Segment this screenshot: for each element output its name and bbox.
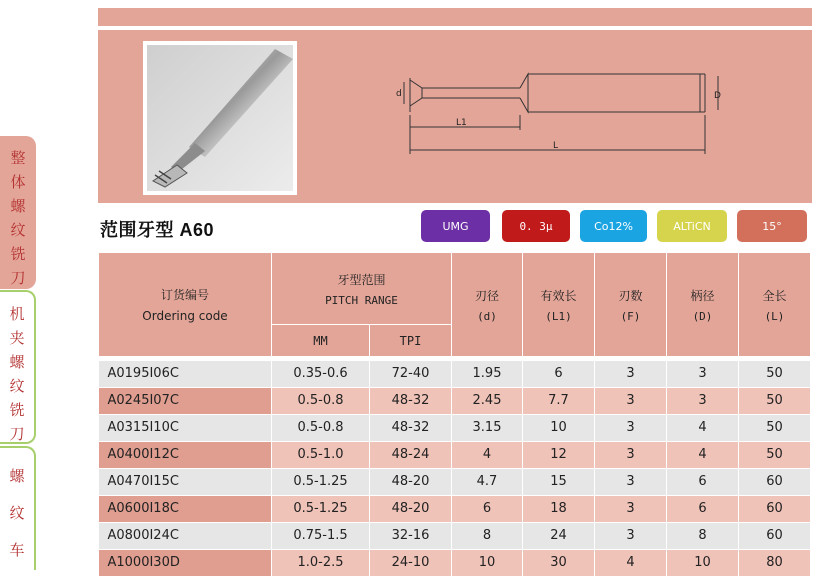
header-sym: (F) xyxy=(620,309,641,323)
cell-f: 3 xyxy=(595,361,667,388)
side-tab-char: 机 xyxy=(9,305,25,323)
side-tab-char: 整 xyxy=(10,149,26,167)
col-header-f xyxy=(595,253,667,357)
side-tab-char: 夹 xyxy=(9,329,25,347)
header-cn: 订货编号 xyxy=(160,288,209,302)
col-header-pitch xyxy=(272,253,452,325)
side-tab-thread-turning[interactable] xyxy=(0,446,36,570)
dim-label-l: L xyxy=(553,141,559,151)
cell-mm: 0.5-0.8 xyxy=(272,387,370,414)
cell-tpi: 48-32 xyxy=(370,387,452,414)
badge-label: ALTiCN xyxy=(673,219,711,233)
side-tab-char: 铣 xyxy=(9,401,25,419)
table-header-row xyxy=(99,253,811,325)
cell-l1: 7.7 xyxy=(523,387,595,414)
cell-l: 50 xyxy=(739,387,811,414)
header-en: PITCH RANGE xyxy=(325,293,398,307)
table-row xyxy=(99,549,811,576)
cell-l1: 30 xyxy=(523,549,595,576)
cell-mm: 0.5-1.25 xyxy=(272,495,370,522)
cell-mm: 1.0-2.5 xyxy=(272,549,370,576)
col-header-code xyxy=(99,253,272,357)
top-banner-strip xyxy=(98,8,812,26)
cell-d: 1.95 xyxy=(452,361,523,388)
cell-l: 60 xyxy=(739,495,811,522)
badge-cobalt xyxy=(580,210,647,242)
cell-mm: 0.5-1.0 xyxy=(272,441,370,468)
cell-f: 4 xyxy=(595,549,667,576)
header-cn: 牙型范围 xyxy=(337,272,386,287)
cell-l: 80 xyxy=(739,549,811,576)
side-tab-solid-thread-mill[interactable] xyxy=(0,136,36,289)
col-header-D xyxy=(667,253,739,357)
cell-code: A0600I18C xyxy=(99,495,272,522)
badge-label: Co12% xyxy=(594,219,633,233)
header-sym: (D) xyxy=(692,309,713,323)
cell-f: 3 xyxy=(595,522,667,549)
col-header-l1 xyxy=(523,253,595,357)
cell-f: 3 xyxy=(595,414,667,441)
cell-d: 4.7 xyxy=(452,468,523,495)
cell-code: A0195I06C xyxy=(99,361,272,388)
cell-l1: 24 xyxy=(523,522,595,549)
cell-l1: 6 xyxy=(523,361,595,388)
cell-l1: 18 xyxy=(523,495,595,522)
side-tab-char: 车 xyxy=(9,541,25,559)
cell-l1: 15 xyxy=(523,468,595,495)
cell-mm: 0.5-1.25 xyxy=(272,468,370,495)
header-en: Ordering code xyxy=(142,309,228,323)
cell-code: A0400I12C xyxy=(99,441,272,468)
cell-l: 50 xyxy=(739,414,811,441)
table-row xyxy=(99,468,811,495)
col-header-mm: MM xyxy=(272,325,370,357)
cell-shank: 3 xyxy=(667,387,739,414)
cell-d: 6 xyxy=(452,495,523,522)
col-header-d xyxy=(452,253,523,357)
table-row xyxy=(99,387,811,414)
col-header-tpi: TPI xyxy=(370,325,452,357)
table-row xyxy=(99,495,811,522)
cell-code: A0315I10C xyxy=(99,414,272,441)
badge-coating xyxy=(657,210,727,242)
badge-helix-angle xyxy=(737,210,807,242)
table-row xyxy=(99,361,811,388)
cell-shank: 4 xyxy=(667,414,739,441)
side-tab-char: 纹 xyxy=(10,221,26,239)
cell-code: A0470I15C xyxy=(99,468,272,495)
cell-l: 60 xyxy=(739,468,811,495)
product-photo xyxy=(147,45,293,191)
cell-tpi: 48-20 xyxy=(370,495,452,522)
header-sym: (L) xyxy=(764,309,785,323)
cell-shank: 6 xyxy=(667,468,739,495)
cell-code: A1000I30D xyxy=(99,549,272,576)
cell-f: 3 xyxy=(595,387,667,414)
cell-l: 60 xyxy=(739,522,811,549)
cell-tpi: 24-10 xyxy=(370,549,452,576)
cell-tpi: 32-16 xyxy=(370,522,452,549)
cell-code: A0245I07C xyxy=(99,387,272,414)
cell-shank: 8 xyxy=(667,522,739,549)
cell-d: 2.45 xyxy=(452,387,523,414)
product-title: 范围牙型 A60 xyxy=(100,220,215,240)
side-tab-char: 体 xyxy=(10,173,26,191)
cell-d: 10 xyxy=(452,549,523,576)
cell-shank: 4 xyxy=(667,441,739,468)
cell-code: A0800I24C xyxy=(99,522,272,549)
cell-l: 50 xyxy=(739,361,811,388)
badge-label: 0. 3μ xyxy=(519,219,553,233)
header-sym: (L1) xyxy=(545,309,572,323)
col-header-l xyxy=(739,253,811,357)
side-tab-char: 刀 xyxy=(9,425,25,443)
badge-grain xyxy=(502,210,570,242)
cell-f: 3 xyxy=(595,441,667,468)
side-tab-char: 纹 xyxy=(9,377,25,395)
badge-label: 15° xyxy=(762,219,782,233)
table-row xyxy=(99,441,811,468)
cell-d: 3.15 xyxy=(452,414,523,441)
cell-mm: 0.35-0.6 xyxy=(272,361,370,388)
header-cn: 刃数 xyxy=(618,288,643,303)
cell-tpi: 48-32 xyxy=(370,414,452,441)
table-row xyxy=(99,414,811,441)
cell-mm: 0.5-0.8 xyxy=(272,414,370,441)
dim-label-d: d xyxy=(396,89,402,99)
tool-dimension-drawing xyxy=(390,60,735,160)
side-tab-char: 铣 xyxy=(10,245,26,263)
side-tab-char: 螺 xyxy=(9,467,25,485)
header-cn: 柄径 xyxy=(690,288,715,303)
table-row xyxy=(99,522,811,549)
badge-label: UMG xyxy=(442,219,469,233)
header-cn: 有效长 xyxy=(540,288,577,303)
side-tab-char: 螺 xyxy=(9,353,25,371)
side-tab-char: 螺 xyxy=(10,197,26,215)
cell-tpi: 72-40 xyxy=(370,361,452,388)
header-cn: 刃径 xyxy=(474,288,499,303)
cell-d: 4 xyxy=(452,441,523,468)
cell-l1: 12 xyxy=(523,441,595,468)
dim-label-shank-d: D xyxy=(714,91,721,101)
cell-f: 3 xyxy=(595,468,667,495)
header-cn: 全长 xyxy=(762,288,787,303)
cell-l1: 10 xyxy=(523,414,595,441)
dim-label-l1: L1 xyxy=(456,118,467,128)
cell-tpi: 48-20 xyxy=(370,468,452,495)
side-tab-char: 刀 xyxy=(10,269,26,287)
spec-table xyxy=(98,252,811,577)
side-tab-char: 纹 xyxy=(9,504,25,522)
cell-shank: 3 xyxy=(667,361,739,388)
cell-shank: 10 xyxy=(667,549,739,576)
header-sym: (d) xyxy=(477,309,497,323)
cell-mm: 0.75-1.5 xyxy=(272,522,370,549)
badge-grade xyxy=(421,210,490,242)
cell-l: 50 xyxy=(739,441,811,468)
cell-shank: 6 xyxy=(667,495,739,522)
cell-d: 8 xyxy=(452,522,523,549)
side-tab-indexable-thread-mill[interactable] xyxy=(0,290,36,444)
cell-f: 3 xyxy=(595,495,667,522)
cell-tpi: 48-24 xyxy=(370,441,452,468)
